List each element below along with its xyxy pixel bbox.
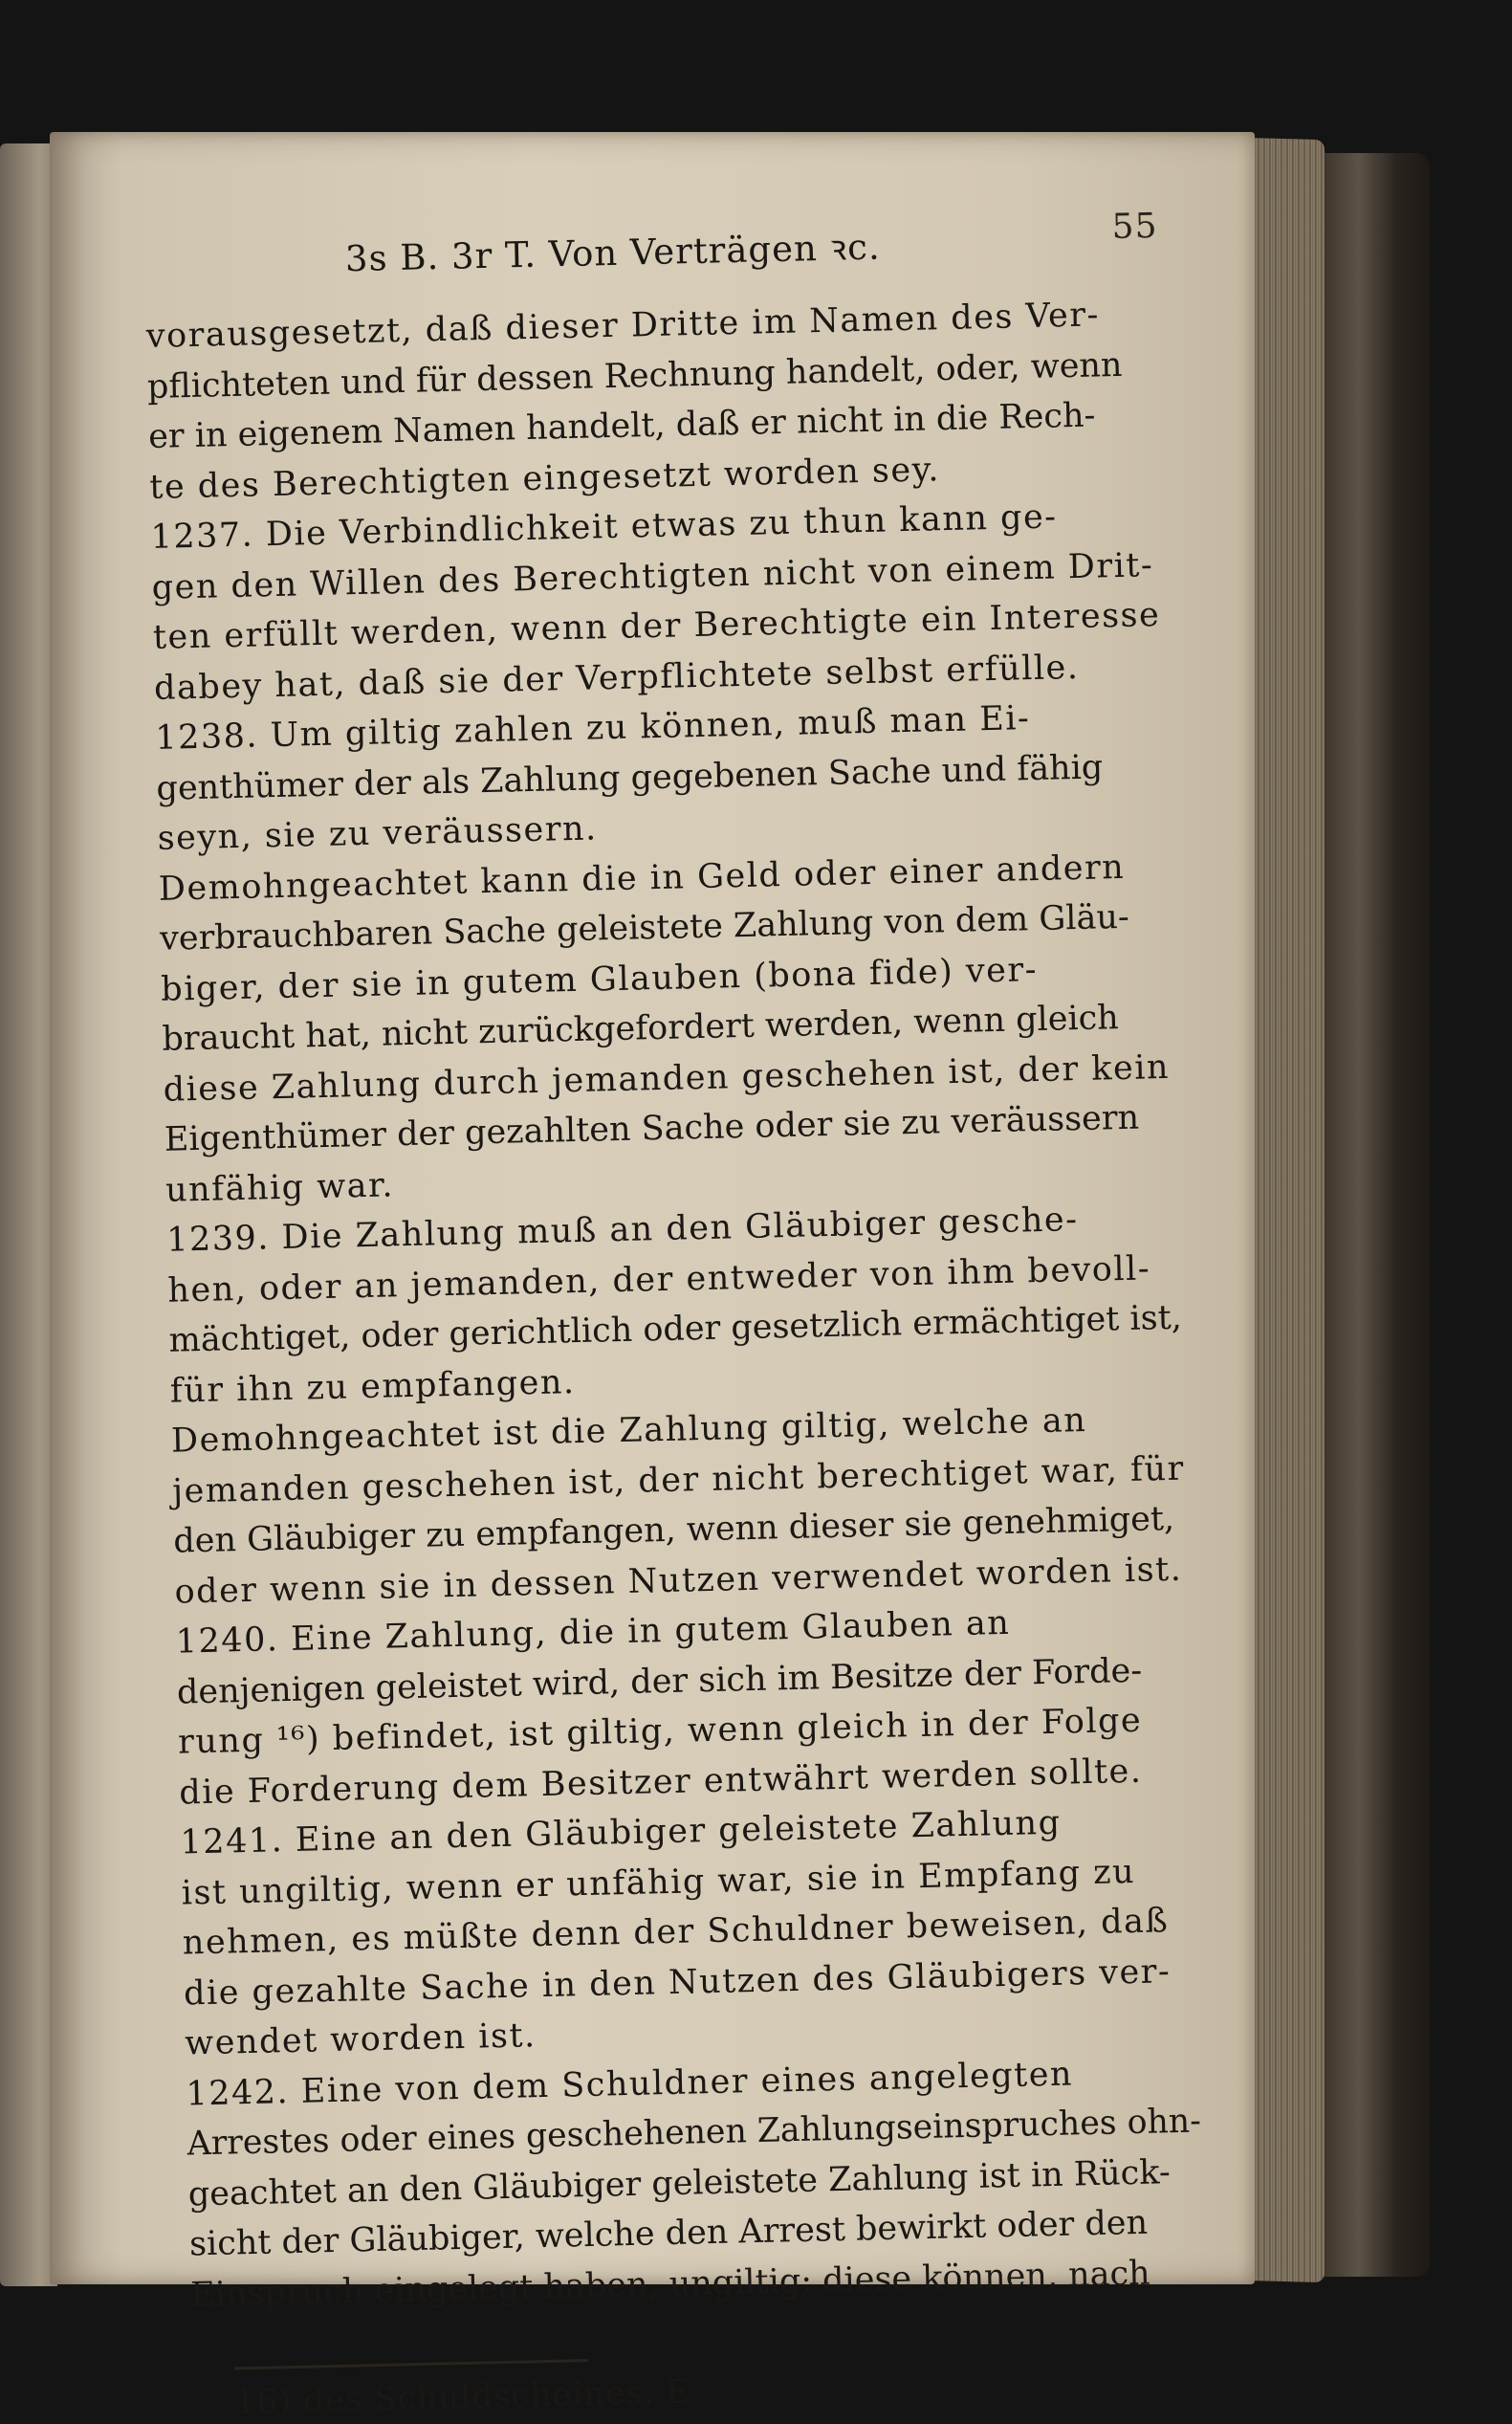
text-line: jemanden geschehen ist, der nicht berechtiget war, für: [171, 1449, 1186, 1511]
text-line: dabey hat, daß sie der Verpflichtete selbst erfülle.: [153, 648, 1080, 708]
text-line: diese Zahlung durch jemanden geschehen ist, der kein: [163, 1047, 1171, 1110]
text-line: ist ungiltig, wenn er unfähig war, sie in Empfang zu: [181, 1852, 1136, 1913]
text-line: 1237. Die Verbindlichkeit etwas zu thun kann ge-: [150, 497, 1058, 557]
text-line: rung ¹⁶) befindet, ist giltig, wenn gleich in der Folge: [177, 1701, 1143, 1762]
text-line: mächtiget, oder gerichtlich oder gesetzlich ermächtiget ist,: [168, 1298, 1183, 1360]
text-line: unfähig war.: [164, 1165, 395, 1210]
text-line: ten erfüllt werden, wenn der Berechtigte ein Interesse: [152, 595, 1161, 657]
text-line: hen, oder an jemanden, der entweder von ihm bevoll-: [166, 1248, 1151, 1311]
page-number: 55: [1111, 206, 1158, 248]
text-line: wendet worden ist.: [184, 2016, 537, 2063]
text-line: Eigenthümer der gezahlten Sache oder sie zu veräussern: [164, 1098, 1140, 1159]
text-line: oder wenn sie in dessen Nutzen verwendet worden ist.: [174, 1550, 1183, 1612]
text-line: te des Berechtigten eingesetzt worden sey.: [148, 450, 941, 507]
text-line: 1240. Eine Zahlung, die in gutem Glauben an: [175, 1603, 1011, 1662]
text-line: die gezahlte Sache in den Nutzen des Gläubigers ver-: [183, 1951, 1172, 2014]
text-line: Demohngeachtet kann die in Geld oder einer andern: [158, 848, 1126, 909]
page-block-edge: [1243, 138, 1325, 2282]
text-line: verbrauchbaren Sache geleistete Zahlung von dem Gläu-: [159, 897, 1130, 959]
text-line: 1241. Eine an den Gläubiger geleistete Zahlung: [180, 1803, 1062, 1862]
page-content: [143, 195, 1207, 2422]
text-line: die Forderung dem Besitzer entwährt werden sollte.: [178, 1752, 1143, 1813]
text-line: den Gläubiger zu empfangen, wenn dieser sie genehmiget,: [172, 1499, 1175, 1561]
text-line: pflichteten und für dessen Rechnung handelt, oder, wenn: [146, 345, 1123, 407]
text-line: für ihn zu empfangen.: [169, 1362, 576, 1411]
book-cover-edge: [1320, 153, 1430, 2277]
text-line: geachtet an den Gläubiger geleistete Zahlung ist in Rück-: [187, 2152, 1172, 2214]
text-line: 1238. Um giltig zahlen zu können, muß man Ei-: [154, 699, 1031, 758]
text-line: sicht der Gläubiger, welche den Arrest bewirkt oder den: [188, 2203, 1149, 2264]
text-line: genthümer der als Zahlung gegebenen Sache und fähig: [156, 747, 1104, 808]
running-head: 3s B. 3r T. Von Verträgen ꝛc.: [344, 226, 882, 280]
text-line: seyn, sie zu veräussern.: [157, 809, 599, 858]
previous-page-edge: [0, 143, 57, 2286]
text-line: Demohngeachtet ist die Zahlung giltig, welche an: [170, 1400, 1087, 1461]
text-line: biger, der sie in gutem Glauben (bona fide) ver-: [160, 950, 1039, 1009]
text-line: Einspruch eingelegt haben, ungiltig; diese können, nach: [189, 2254, 1151, 2314]
text-line: gen den Willen des Berechtigten nicht von einem Drit-: [151, 545, 1154, 607]
body-text: [145, 289, 1204, 2321]
text-line: braucht hat, nicht zurückgefordert werden, wenn gleich: [162, 999, 1120, 1059]
text-line: vorausgesetzt, daß dieser Dritte im Namen des Ver-: [145, 296, 1101, 356]
text-line: 1239. Die Zahlung muß an den Gläubiger gesche-: [165, 1201, 1079, 1260]
text-line: er in eigenem Namen handelt, daß er nicht in die Rech-: [147, 396, 1096, 456]
footnote: 16) des Schuldscheines. E.: [234, 2372, 703, 2422]
text-line: nehmen, es müßte denn der Schuldner beweisen, daß: [182, 1902, 1170, 1963]
text-line: 1242. Eine von dem Schuldner eines angelegten: [186, 2054, 1074, 2113]
footnote-rule: [234, 2359, 588, 2369]
text-line: Arrestes oder eines geschehenen Zahlungseinspruches ohn-: [186, 2102, 1202, 2164]
text-line: denjenigen geleistet wird, der sich im Besitze der Forde-: [176, 1651, 1143, 1712]
